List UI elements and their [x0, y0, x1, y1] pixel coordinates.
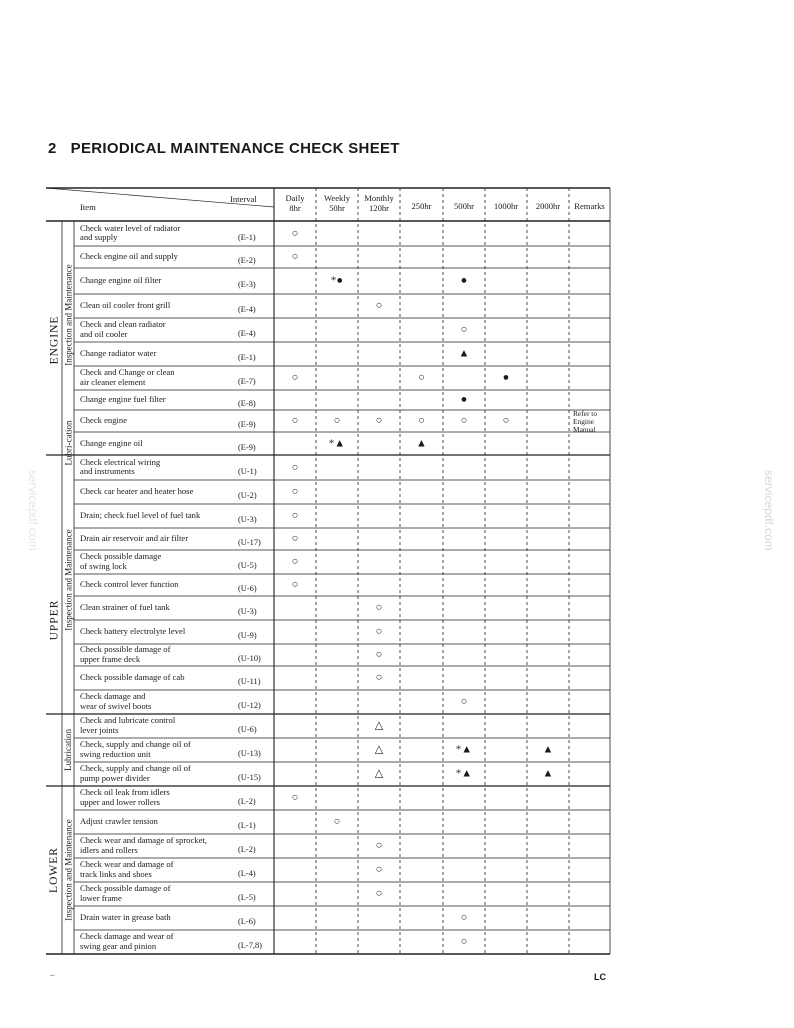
row-code-15: (U-6): [238, 584, 257, 593]
row-item-22: Check, supply and change oil of swing reduction unit: [80, 739, 191, 759]
row-12-mark-0: ○: [291, 509, 299, 522]
row-code-30: (L-7,8): [238, 941, 262, 950]
row-code-19: (U-11): [238, 677, 261, 686]
row-29-mark-4: ○: [460, 911, 468, 924]
row-code-5: (E-1): [238, 353, 256, 362]
row-item-1: Check engine oil and supply: [80, 251, 178, 262]
row-7-mark-4: ●: [460, 393, 468, 406]
row-item-18: Check possible damage of upper frame deck: [80, 644, 171, 664]
row-code-13: (U-17): [238, 538, 261, 547]
row-code-10: (U-1): [238, 466, 257, 476]
row-11-mark-0: ○: [291, 485, 299, 498]
row-22-mark-6: ▲: [542, 743, 554, 756]
row-item-2: Change engine oil filter: [80, 275, 162, 286]
row-16-mark-2: ○: [375, 601, 383, 614]
section-title: PERIODICAL MAINTENANCE CHECK SHEET: [70, 140, 400, 157]
row-5-mark-4: ▲: [458, 347, 470, 360]
row-24-mark-0: ○: [291, 791, 299, 804]
row-item-23: Check, supply and change oil of pump power divider: [80, 763, 191, 783]
row-item-14: Check possible damage of swing lock: [80, 551, 162, 571]
row-6-mark-3: ○: [418, 371, 425, 384]
row-code-7: (E-8): [238, 399, 256, 408]
row-item-11: Check car heater and heater hose: [80, 486, 194, 497]
row-14-mark-0: ○: [291, 555, 299, 568]
group-upper-lubrication: Lubrication: [63, 729, 73, 771]
row-2-mark-4: ●: [460, 274, 468, 287]
row-item-30: Check damage and wear of swing gear and pinion: [80, 931, 174, 951]
row-code-21: (U-6): [238, 725, 257, 734]
row-2-mark-1: *●: [330, 274, 344, 287]
group-lower: LOWER: [47, 847, 60, 893]
group-lower-inspection: Inspection and Maintenance: [63, 819, 74, 921]
row-23-mark-6: ▲: [542, 767, 554, 780]
row-6-mark-0: ○: [291, 371, 299, 384]
row-code-9: (E-9): [238, 442, 256, 452]
header-col-0: Daily 8hr: [285, 193, 305, 213]
page-mark: LC: [594, 972, 606, 982]
header-col-4: 500hr: [453, 201, 475, 211]
watermark-left: servicepdf.com: [26, 470, 40, 551]
row-13-mark-0: ○: [291, 532, 299, 545]
row-code-11: (U-2): [238, 491, 257, 500]
row-code-12: (U-3): [238, 515, 257, 524]
header-col-7: Remarks: [574, 201, 605, 211]
row-code-3: (E-4): [238, 305, 256, 314]
row-code-16: (U-3): [238, 607, 257, 616]
row-code-24: (L-2): [238, 797, 256, 806]
row-item-16: Clean strainer of fuel tank: [80, 602, 170, 613]
row-item-8: Check engine: [80, 415, 128, 426]
row-8-mark-0: ○: [291, 414, 299, 427]
row-15-mark-0: ○: [291, 578, 299, 591]
row-0-mark-0: ○: [291, 227, 299, 239]
row-item-27: Check wear and damage of track links and shoes: [80, 859, 174, 879]
row-9-mark-3: ▲: [416, 437, 427, 449]
group-engine-inspection: Inspection and Maintenance: [63, 264, 74, 366]
row-item-24: Check oil leak from idlers upper and lower rollers: [80, 787, 170, 807]
row-8-mark-5: ○: [502, 414, 510, 427]
header-interval: Interval: [230, 194, 257, 204]
row-item-26: Check wear and damage of sprocket, idlers and rollers: [80, 835, 207, 855]
row-30-mark-4: ○: [460, 935, 468, 948]
row-27-mark-2: ○: [375, 863, 383, 876]
row-8-mark-4: ○: [460, 414, 468, 427]
section-number: 2: [48, 140, 57, 157]
row-item-0: Check water level of radiator and supply: [80, 222, 181, 243]
row-10-mark-0: ○: [291, 461, 299, 473]
row-code-29: (L-6): [238, 917, 256, 926]
row-item-13: Drain air reservoir and air filter: [80, 533, 189, 544]
row-item-10: Check electrical wiring and instruments: [80, 456, 161, 477]
row-item-7: Change engine fuel filter: [80, 394, 166, 405]
row-code-20: (U-12): [238, 701, 261, 710]
row-code-2: (E-3): [238, 280, 256, 289]
row-code-25: (L-1): [238, 821, 256, 830]
row-code-26: (L-2): [238, 845, 256, 854]
row-code-14: (U-5): [238, 561, 257, 570]
row-23-mark-2: △: [374, 767, 384, 780]
row-item-9: Change engine oil: [80, 437, 143, 448]
row-code-18: (U-10): [238, 654, 261, 663]
row-item-12: Drain; check fuel level of fuel tank: [80, 510, 201, 521]
row-remark-8: Refer to Engine Manual: [573, 409, 598, 434]
row-1-mark-0: ○: [291, 250, 299, 263]
group-engine: ENGINE: [47, 315, 60, 365]
row-item-15: Check control lever function: [80, 579, 179, 590]
header-col-5: 1000hr: [493, 201, 519, 211]
group-engine-lubrication: Lubri-cation: [62, 420, 73, 466]
watermark-right: servicepdf.com: [762, 470, 776, 551]
row-item-29: Drain water in grease bath: [80, 912, 171, 923]
row-item-21: Check and lubricate control lever joints: [80, 715, 176, 735]
row-code-4: (E-4): [238, 329, 256, 338]
row-23-mark-4: *▲: [455, 767, 473, 780]
row-code-27: (L-4): [238, 869, 256, 878]
row-code-17: (U-9): [238, 631, 257, 640]
row-item-6: Check and Change or clean air cleaner element: [80, 367, 175, 387]
row-6-mark-5: ●: [502, 371, 510, 384]
row-item-3: Clean oil cooler front grill: [80, 300, 171, 311]
header-col-3: 250hr: [411, 201, 432, 211]
row-item-17: Check battery electrolyte level: [80, 626, 186, 637]
row-20-mark-4: ○: [460, 695, 468, 708]
row-26-mark-2: ○: [375, 839, 383, 852]
row-code-23: (U-15): [238, 773, 261, 782]
header-col-1: Weekly 50hr: [323, 193, 351, 213]
row-8-mark-2: ○: [375, 414, 383, 427]
row-8-mark-1: ○: [333, 414, 341, 427]
row-code-8: (E-9): [238, 420, 256, 429]
row-code-28: (L-5): [238, 893, 256, 902]
row-25-mark-1: ○: [333, 815, 341, 828]
row-22-mark-2: △: [374, 743, 384, 756]
row-item-5: Change radiator water: [80, 348, 157, 359]
row-21-mark-2: △: [374, 719, 384, 732]
header-col-6: 2000hr: [535, 201, 561, 211]
row-code-6: (E-7): [238, 377, 256, 386]
row-8-mark-3: ○: [418, 414, 425, 427]
row-code-22: (U-13): [238, 749, 261, 758]
header-item: Item: [80, 202, 96, 212]
row-item-20: Check damage and wear of swivel boots: [80, 691, 152, 711]
row-code-0: (E-1): [238, 232, 256, 242]
footer-left-mark: –: [50, 970, 55, 980]
row-item-28: Check possible damage of lower frame: [80, 883, 171, 903]
row-4-mark-4: ○: [460, 323, 468, 336]
row-item-19: Check possible damage of cab: [80, 672, 185, 683]
row-18-mark-2: ○: [375, 648, 383, 661]
header-col-2: Monthly 120hr: [364, 193, 394, 213]
row-17-mark-2: ○: [375, 625, 383, 638]
group-upper: UPPER: [47, 599, 60, 641]
row-3-mark-2: ○: [375, 299, 383, 312]
row-22-mark-4: *▲: [455, 743, 473, 756]
group-upper-inspection: Inspection and Maintenance: [63, 529, 74, 631]
row-28-mark-2: ○: [375, 887, 383, 900]
row-code-1: (E-2): [238, 256, 256, 265]
row-item-25: Adjust crawler tension: [80, 816, 158, 827]
row-item-4: Check and clean radiator and oil cooler: [80, 319, 166, 339]
row-9-mark-1: *▲: [328, 437, 346, 449]
row-19-mark-2: ○: [375, 671, 383, 684]
